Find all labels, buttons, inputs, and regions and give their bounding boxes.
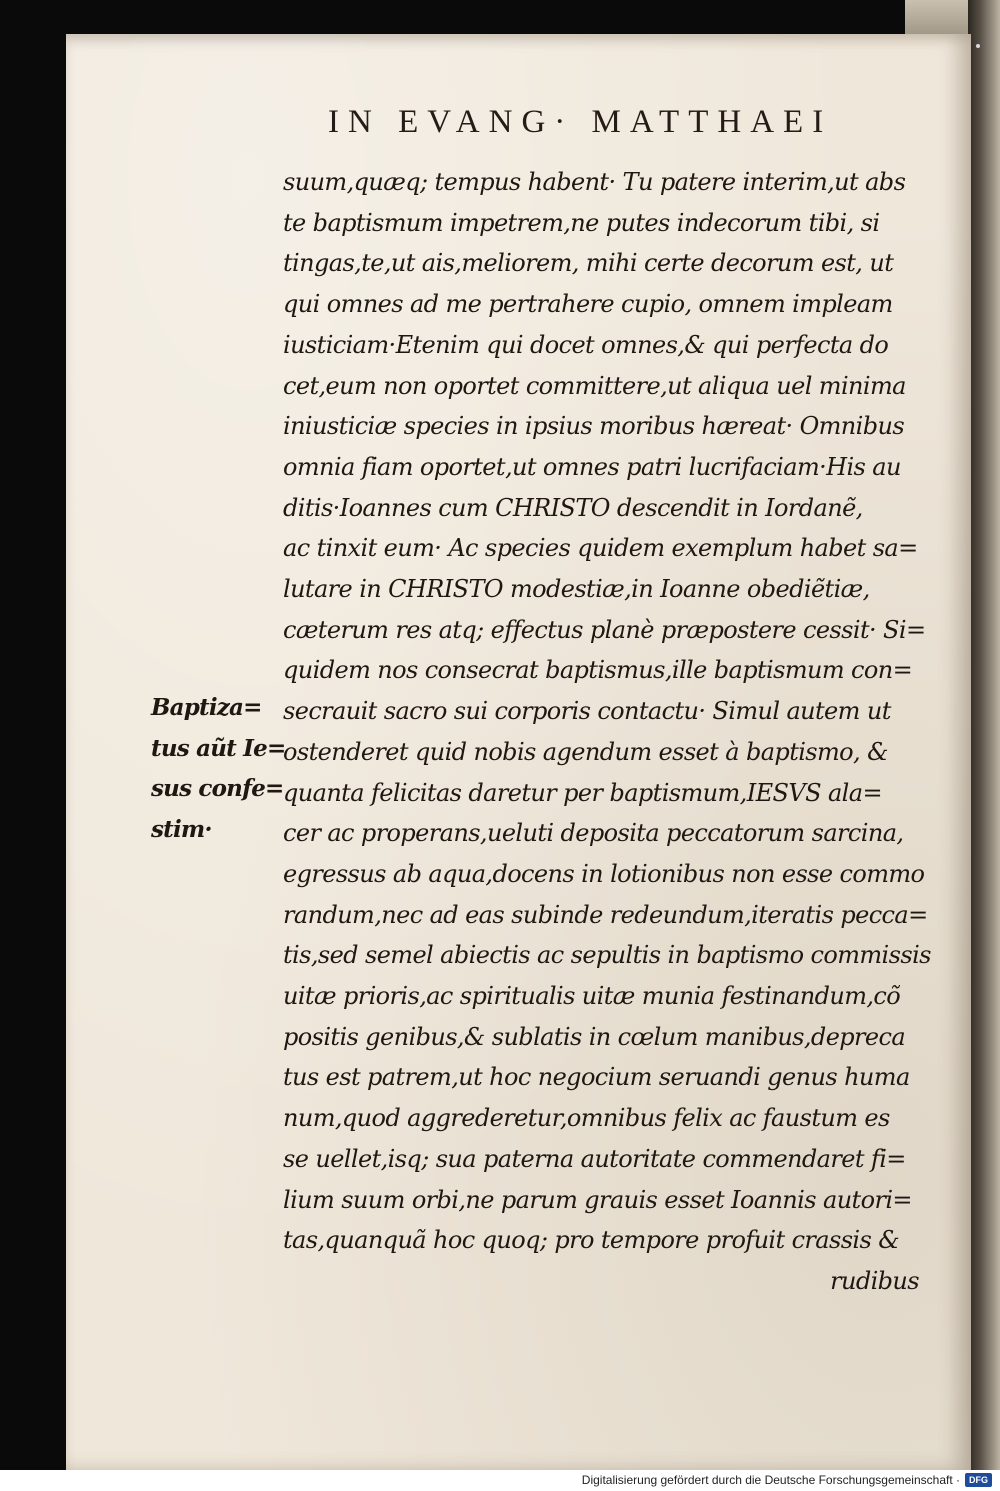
- text-line: cæterum res atq; effectus planè præpostere cessit· Si=: [283, 615, 926, 644]
- funding-credit: Digitalisierung gefördert durch die Deutsche Forschungsgemeinschaft ·: [581, 1473, 960, 1487]
- text-line: iniusticiæ species in ipsius moribus hæreat· Omnibus: [283, 412, 905, 441]
- text-line: secrauit sacro sui corporis contactu· Simul autem ut: [283, 697, 891, 726]
- marginal-note-line: Baptiza=: [151, 694, 262, 721]
- book-gutter-edge: [968, 0, 1000, 1470]
- text-line: se uellet,isq; sua paterna autoritate commendaret fi=: [283, 1144, 906, 1173]
- catchword: rudibus: [830, 1266, 919, 1295]
- text-line: ostenderet quid nobis agendum esset à baptismo, &: [283, 737, 888, 766]
- text-line: uitæ prioris,ac spiritualis uitæ munia festinandum,cõ: [283, 982, 901, 1011]
- marginal-note: [151, 688, 285, 851]
- marginal-note-line: tus aũt Ie=: [151, 734, 286, 762]
- text-line: omnia fiam oportet,ut omnes patri lucrifaciam·His au: [283, 452, 901, 481]
- text-line: iusticiam·Etenim qui docet omnes,& qui perfecta do: [283, 330, 889, 359]
- marginal-note-line: stim·: [151, 816, 212, 844]
- text-line: egressus ab aqua,docens in lotionibus non esse commo: [283, 859, 925, 888]
- footer-bar: [0, 1470, 1000, 1491]
- text-line: tingas,te,ut ais,meliorem, mihi certe decorum est, ut: [283, 249, 894, 278]
- text-line: lutare in CHRISTO modestiæ,in Ioanne obediẽtiæ,: [283, 575, 870, 604]
- main-text-block: [283, 162, 931, 1302]
- text-line: randum,nec ad eas subinde redeundum,iteratis pecca=: [283, 900, 928, 929]
- text-line: te baptismum impetrem,ne putes indecorum tibi, si: [283, 208, 880, 237]
- text-line: ac tinxit eum· Ac species quidem exemplum habet sa=: [283, 534, 918, 563]
- text-line: lium suum orbi,ne parum grauis esset Ioannis autori=: [283, 1185, 912, 1214]
- text-line: positis genibus,& sublatis in cœlum manibus,depreca: [283, 1022, 906, 1051]
- dfg-logo: DFG: [965, 1473, 992, 1487]
- text-line: tas,quanquã hoc quoq; pro tempore profuit crassis &: [283, 1226, 900, 1255]
- text-line: quanta felicitas daretur per baptismum,IESVS ala=: [283, 778, 882, 807]
- marginal-note-line: sus confe=: [151, 775, 284, 803]
- text-line: tis,sed semel abiectis ac sepultis in baptismo commissis: [283, 941, 931, 970]
- text-line: quidem nos consecrat baptismus,ille baptismum con=: [283, 656, 913, 685]
- text-line: qui omnes ad me pertrahere cupio, omnem impleam: [283, 290, 893, 319]
- running-head: IN EVANG· MATTHAEI: [328, 104, 833, 140]
- text-line: cet,eum non oportet committere,ut aliqua uel minima: [283, 371, 906, 400]
- text-line: ditis·Ioannes cum CHRISTO descendit in Iordanẽ,: [283, 493, 863, 522]
- text-line: num,quod aggrederetur,omnibus felix ac faustum es: [283, 1104, 890, 1133]
- text-line: tus est patrem,ut hoc negocium seruandi genus huma: [283, 1063, 910, 1092]
- scan-speck: [976, 44, 980, 48]
- text-line: cer ac properans,ueluti deposita peccatorum sarcina,: [283, 819, 904, 848]
- text-line: suum,quæq; tempus habent· Tu patere interim,ut abs: [283, 168, 906, 196]
